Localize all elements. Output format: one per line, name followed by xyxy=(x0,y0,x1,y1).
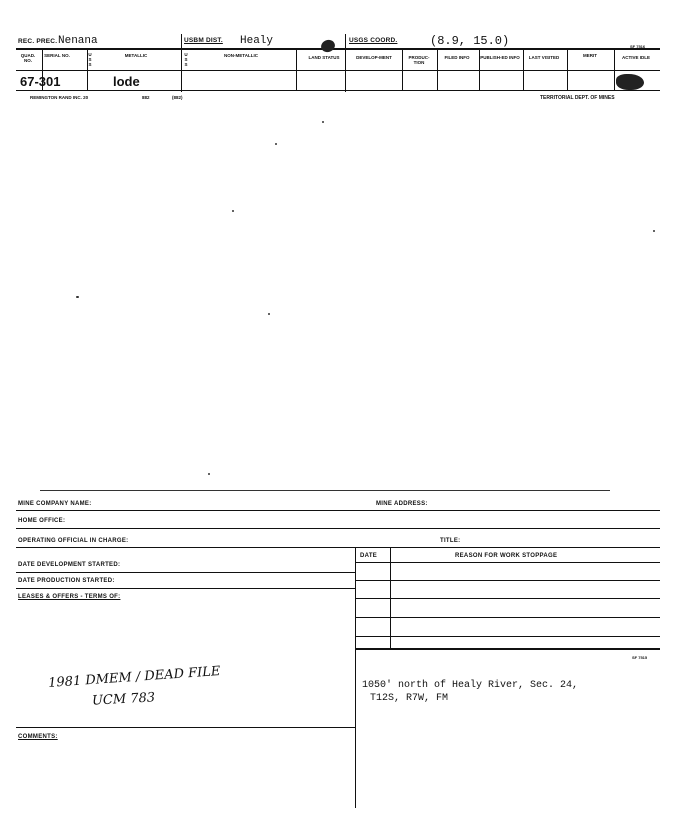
rec-prec-value: Nenana xyxy=(58,35,98,47)
footer-mid-2: (882) xyxy=(172,95,183,100)
form-number: SF 7516 xyxy=(630,44,646,49)
col-merit: MERIT xyxy=(583,53,597,58)
col-uss: U S S xyxy=(88,52,92,67)
metallic-value: lode xyxy=(113,74,140,89)
col-published-info: PUBLISH-ED INFO xyxy=(480,55,520,60)
rule xyxy=(355,617,660,618)
prod-started-label: DATE PRODUCTION STARTED: xyxy=(18,578,115,584)
operating-official-label: OPERATING OFFICIAL IN CHARGE: xyxy=(18,538,129,544)
column-header-rule xyxy=(16,70,660,71)
col-non-metallic: NON-METALLIC xyxy=(224,53,258,58)
speck xyxy=(232,210,234,212)
usbm-dist-label: USBM DIST. xyxy=(184,37,223,44)
col-last-visited: LAST VISITED xyxy=(528,55,560,60)
dev-started-label: DATE DEVELOPMENT STARTED: xyxy=(18,562,121,568)
speck xyxy=(268,313,270,315)
rec-prec-label: REC. PREC. xyxy=(18,38,58,45)
rule xyxy=(16,588,356,589)
speck xyxy=(76,296,79,298)
rule xyxy=(355,636,660,637)
rule xyxy=(16,510,660,511)
footer-left: REMINGTON RAND INC. 20 xyxy=(30,95,89,100)
rule xyxy=(355,648,660,650)
home-office-label: HOME OFFICE: xyxy=(18,518,66,524)
footer-mid: 882 xyxy=(142,95,150,100)
usbm-dist-value: Healy xyxy=(240,35,274,47)
col-active-idle: ACTIVE IDLE xyxy=(621,55,650,60)
rule xyxy=(16,572,356,573)
speck xyxy=(275,143,277,145)
col-quad-no: QUAD. NO. xyxy=(20,53,36,63)
date-col-header: DATE xyxy=(360,553,378,559)
rule xyxy=(16,727,356,728)
speck xyxy=(208,473,210,475)
col-filed-info: FILED INFO xyxy=(444,55,470,60)
comments-label: COMMENTS: xyxy=(18,734,58,740)
ink-mark xyxy=(616,74,644,90)
leases-label: LEASES & OFFERS - TERMS OF: xyxy=(18,594,121,600)
rule xyxy=(355,562,660,563)
usgs-coord-label: USGS COORD. xyxy=(349,37,398,44)
form-number-2: SF 7515 xyxy=(632,655,648,660)
handwritten-note-line2: UCM 783 xyxy=(91,690,156,709)
quad-serial-value: 67-301 xyxy=(20,74,61,89)
reason-col-header: REASON FOR WORK STOPPAGE xyxy=(455,553,558,559)
usgs-coord-value: (8.9, 15.0) xyxy=(430,34,510,48)
col-serial-no: SERIAL NO. xyxy=(44,53,70,58)
right-table-left xyxy=(355,548,356,808)
footer-right: TERRITORIAL DEPT. OF MINES xyxy=(540,95,615,101)
data-row-rule xyxy=(16,90,660,91)
speck xyxy=(653,230,655,232)
rule xyxy=(16,528,660,529)
card-fold-line xyxy=(40,490,610,491)
location-note-line1: 1050' north of Healy River, Sec. 24, xyxy=(362,680,579,691)
rule xyxy=(355,580,660,581)
handwritten-note-line1: 1981 DMEM / DEAD FILE xyxy=(47,664,221,691)
mine-address-label: MINE ADDRESS: xyxy=(376,501,428,507)
col-metallic: METALLIC xyxy=(124,53,148,58)
col-production: PRODUC-TION xyxy=(408,55,430,65)
rule xyxy=(355,598,660,599)
col-land-status: LAND STATUS xyxy=(308,55,340,60)
title-label: TITLE: xyxy=(440,538,461,544)
col-development: DEVELOP-MENT xyxy=(356,55,392,60)
mine-company-label: MINE COMPANY NAME: xyxy=(18,501,92,507)
rule xyxy=(16,547,660,548)
col-uss-2: U S S xyxy=(184,52,188,67)
location-note-line2: T12S, R7W, FM xyxy=(370,693,449,704)
column-header-row xyxy=(16,50,660,70)
speck xyxy=(322,121,324,123)
